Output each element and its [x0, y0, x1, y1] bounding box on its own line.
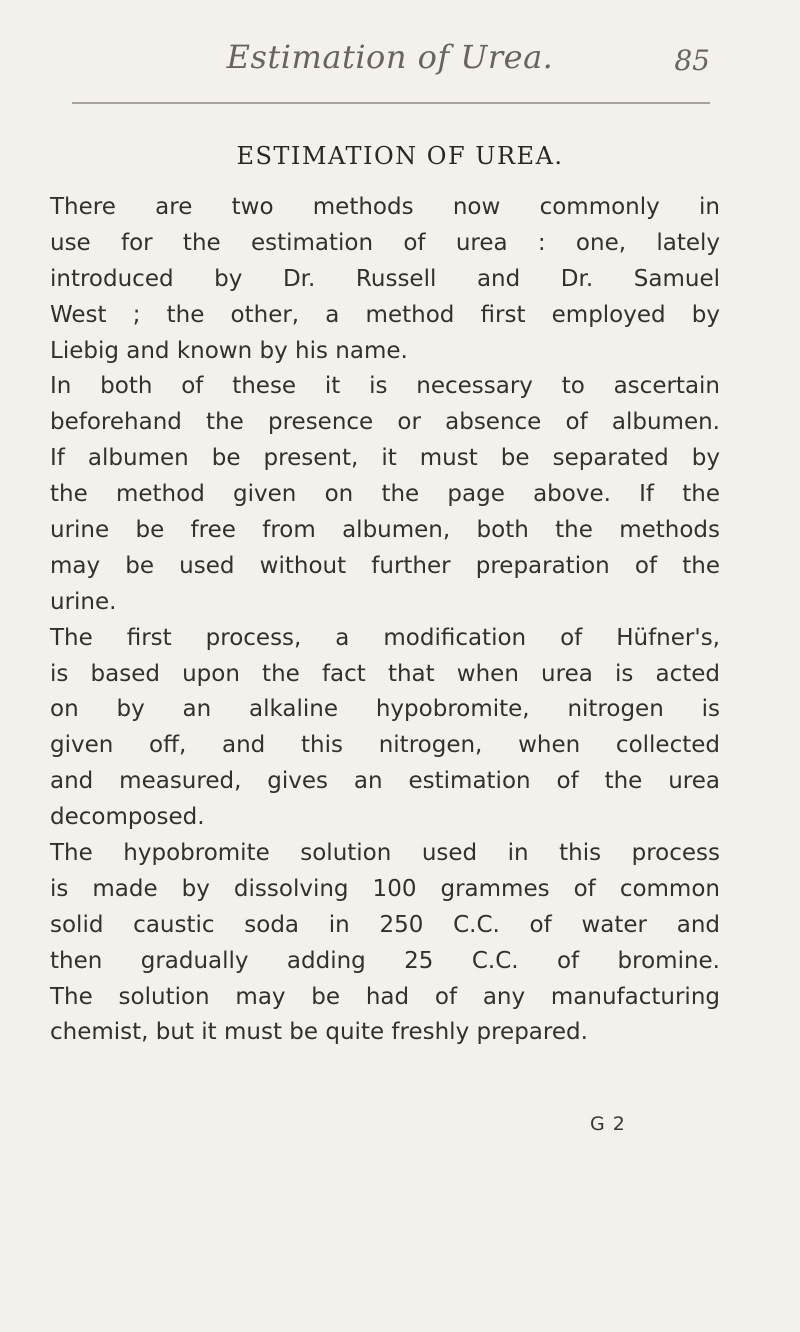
body-text — [50, 190, 720, 1051]
text-line: urine be free from albumen, both the methods — [50, 517, 720, 544]
text-line: In both of these it is necessary to ascertain — [50, 373, 720, 400]
running-head-title: Estimation of Urea. — [226, 38, 554, 76]
text-line: The solution may be had of any manufacturing — [50, 983, 720, 1010]
header-rule — [72, 102, 710, 104]
text-line: may be used without further preparation of the — [50, 552, 720, 579]
text-line: urine. — [50, 588, 117, 615]
text-line: is made by dissolving 100 grammes of common — [50, 875, 720, 902]
text-line: decomposed. — [50, 804, 205, 831]
text-line: then gradually adding 25 C.C. of bromine. — [50, 947, 720, 974]
text-line: is based upon the fact that when urea is acted — [50, 660, 720, 687]
text-line: introduced by Dr. Russell and Dr. Samuel — [50, 265, 720, 292]
text-line: There are two methods now commonly in — [50, 194, 720, 220]
running-head — [70, 34, 710, 94]
text-line: chemist, but it must be quite freshly prepared. — [50, 1019, 588, 1046]
text-line: The hypobromite solution used in this process — [50, 840, 720, 867]
text-line: use for the estimation of urea : one, lately — [50, 229, 720, 256]
text-line: the method given on the page above. If the — [50, 481, 720, 508]
text-line: on by an alkaline hypobromite, nitrogen is — [50, 696, 720, 723]
text-line: given off, and this nitrogen, when collected — [50, 732, 720, 759]
text-line: If albumen be present, it must be separated by — [50, 445, 720, 472]
text-line: solid caustic soda in 250 C.C. of water and — [50, 911, 720, 938]
text-line: beforehand the presence or absence of albumen. — [50, 409, 720, 436]
section-heading: ESTIMATION OF UREA. — [236, 142, 564, 170]
text-line: Liebig and known by his name. — [50, 337, 408, 364]
text-line: The first process, a modification of Hüfner's, — [50, 624, 720, 651]
text-line: West ; the other, a method first employed by — [50, 301, 720, 328]
signature-mark: G 2 — [590, 1113, 626, 1135]
text-line: and measured, gives an estimation of the urea — [50, 768, 720, 795]
page-number: 85 — [674, 44, 710, 77]
